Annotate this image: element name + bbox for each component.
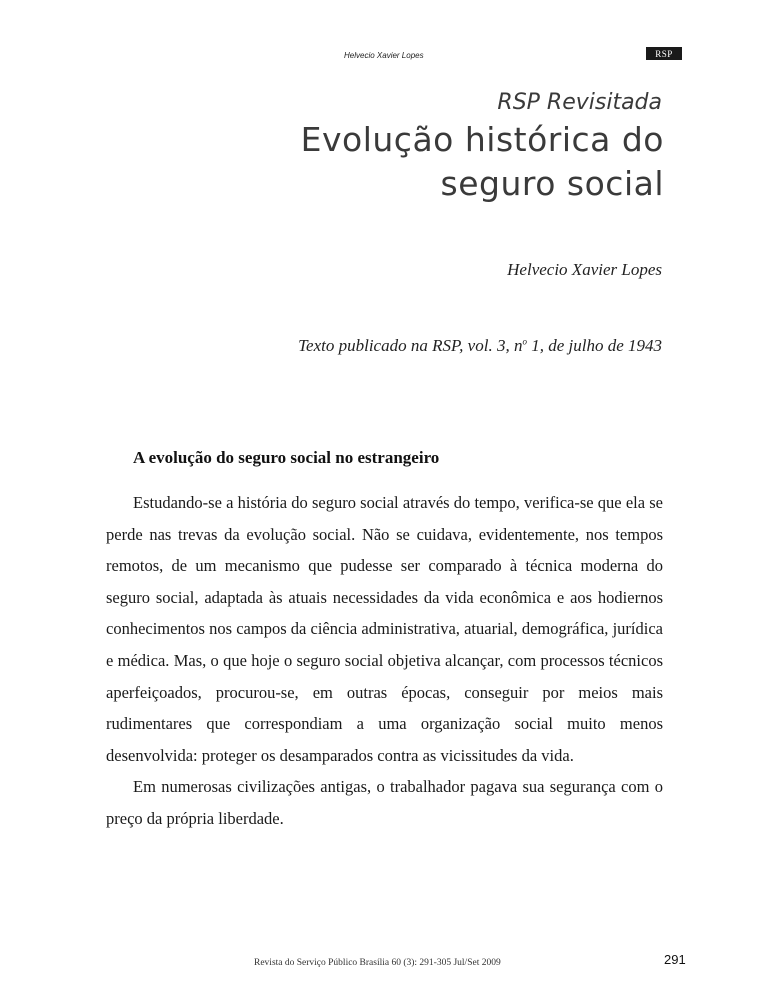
footer-journal-citation: Revista do Serviço Público Brasília 60 (3): 291-305 Jul/Set 2009 (254, 958, 501, 968)
running-head-author: Helvecio Xavier Lopes (344, 51, 424, 60)
page-number: 291 (664, 952, 686, 967)
article-title-line-1: Evolução histórica do (300, 120, 664, 159)
publication-note-text: Texto publicado na RSP, vol. 3, n (298, 336, 523, 355)
section-heading: A evolução do seguro social no estrangeiro (133, 448, 440, 467)
publication-note-ordinal: o (522, 336, 527, 347)
body-paragraph-2: Em numerosas civilizações antigas, o trabalhador pagava sua segurança com o preço da própria liberdade. (106, 777, 663, 828)
article-author: Helvecio Xavier Lopes (507, 260, 662, 279)
article-title-line-2: seguro social (440, 164, 664, 203)
article-title (244, 118, 664, 206)
section-label: RSP Revisitada (497, 90, 662, 115)
journal-tag: RSP (646, 47, 682, 60)
publication-note (298, 336, 662, 356)
body-paragraph-1: Estudando-se a história do seguro social através do tempo, verifica-se que ela se perde nas trevas da evolução social. Não se cuidava, evidentemente, nos tempos remotos, de um mecanismo que pudesse ser comparado à técnica moderna do seguro social, adaptada às atuais necessidades da vida econômica e aos hodiernos conhecimentos nos campos da ciência administrativa, atuarial, demográfica, jurídica e médica. Mas, o que hoje o seguro social objetiva alcançar, com processos técnicos aperfeiçoados, procurou-se, em outras épocas, conseguir por meios mais rudimentares que correspondiam a uma organização social muito menos desenvolvida: proteger os desamparados contra as vicissitudes da vida. (106, 493, 663, 765)
body-text (106, 487, 663, 835)
publication-note-date: 1, de julho de 1943 (526, 336, 662, 355)
